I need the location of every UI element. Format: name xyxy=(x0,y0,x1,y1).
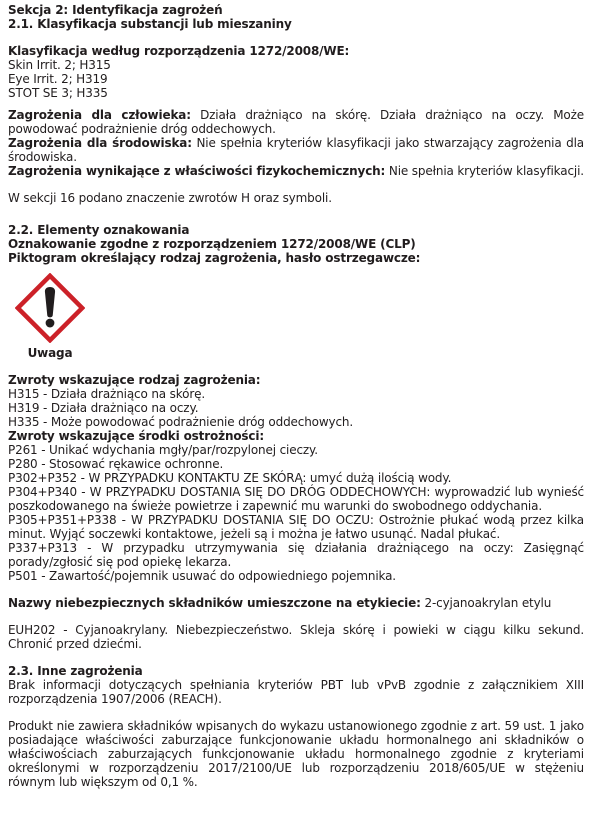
label-components-paragraph xyxy=(8,596,584,610)
classification-heading: Klasyfikacja według rozporządzenia 1272/2008/WE: xyxy=(8,44,350,58)
hazard-human-label: Zagrożenia dla człowieka: xyxy=(8,108,191,122)
section-2-2-title: 2.2. Elementy oznakowania xyxy=(8,223,190,237)
section-2-3-title: 2.3. Inne zagrożenia xyxy=(8,664,143,678)
h-phrase-h335: H335 - Może powodować podrażnienie dróg oddechowych. xyxy=(8,415,354,429)
pictogram-intro-line: Piktogram określający rodzaj zagrożenia, hasło ostrzegawcze: xyxy=(8,251,421,265)
section-16-note: W sekcji 16 podano znaczenie zwrotów H oraz symboli. xyxy=(8,191,332,205)
classification-item-stot: STOT SE 3; H335 xyxy=(8,86,108,100)
section-2-content xyxy=(8,3,584,789)
signal-word: Uwaga xyxy=(27,346,73,360)
hazard-environment-label: Zagrożenia dla środowiska: xyxy=(8,136,192,150)
section-2-1-title: 2.1. Klasyfikacja substancji lub mieszaniny xyxy=(8,17,292,31)
pbt-vpvb-paragraph: Brak informacji dotyczących spełniania kryteriów PBT lub vPvB zgodnie z załącznikiem XIII rozporządzenia 1907/2006 (REACH). xyxy=(8,678,584,706)
hazard-physicochemical-paragraph xyxy=(8,164,584,178)
p-phrase-p501: P501 - Zawartość/pojemnik usuwać do odpowiedniego pojemnika. xyxy=(8,569,396,583)
classification-item-eye: Eye Irrit. 2; H319 xyxy=(8,72,108,86)
h-phrases-heading: Zwroty wskazujące rodzaj zagrożenia: xyxy=(8,373,261,387)
hazard-human-text: Działa drażniąco na skórę. Działa drażniąco na oczy. Może powodować podrażnienie dróg oddechowych. xyxy=(8,108,584,136)
hazard-human-paragraph xyxy=(8,108,584,136)
p-phrase-p280: P280 - Stosować rękawice ochronne. xyxy=(8,457,224,471)
euh202-paragraph: EUH202 - Cyjanoakrylany. Niebezpieczeństwo. Skleja skórę i powieki w ciągu kilku sekund. Chronić przed dziećmi. xyxy=(8,623,584,651)
h-phrase-h315: H315 - Działa drażniąco na skórę. xyxy=(8,387,206,401)
label-components-value: 2-cyjanoakrylan etylu xyxy=(424,596,552,610)
p-phrase-p305-p351-p338: P305+P351+P338 - W PRZYPADKU DOSTANIA SIĘ DO OCZU: Ostrożnie płukać wodą przez kilka minut. Wyjąć soczewki kontaktowe, jeżeli są i można je łatwo usunąć. Nadal płukać. xyxy=(8,513,584,541)
ghs07-exclamation-pictogram xyxy=(15,273,85,343)
hazard-environment-text: Nie spełnia kryteriów klasyfikacji jako stwarzający zagrożenia dla środowiska. xyxy=(8,136,584,164)
p-phrases-heading: Zwroty wskazujące środki ostrożności: xyxy=(8,429,265,443)
p-phrase-p304-p340: P304+P340 - W PRZYPADKU DOSTANIA SIĘ DO DRÓG ODDECHOWYCH: wyprowadzić lub wynieść poszkodowanego na świeże powietrze i zapewnić mu warunki do swobodnego oddychania. xyxy=(8,485,584,513)
classification-item-skin: Skin Irrit. 2; H315 xyxy=(8,58,111,72)
section-2-title: Sekcja 2: Identyfikacja zagrożeń xyxy=(8,3,223,17)
exclamation-dot-icon xyxy=(46,319,55,328)
ghs-pictogram-block xyxy=(12,273,88,360)
clp-labeling-line: Oznakowanie zgodne z rozporządzeniem 1272/2008/WE (CLP) xyxy=(8,237,416,251)
hazard-physicochemical-text: Nie spełnia kryteriów klasyfikacji. xyxy=(388,164,584,178)
p-phrase-p302-p352: P302+P352 - W PRZYPADKU KONTAKTU ZE SKÓRĄ: umyć dużą ilością wody. xyxy=(8,471,452,485)
label-components-label: Nazwy niebezpiecznych składników umieszczone na etykiecie: xyxy=(8,596,421,610)
h-phrase-h319: H319 - Działa drażniąco na oczy. xyxy=(8,401,199,415)
p-phrase-p337-p313: P337+P313 - W przypadku utrzymywania się działania drażniącego na oczy: Zasięgnąć porady/zgłosić się pod opiekę lekarza. xyxy=(8,541,584,569)
p-phrase-p261: P261 - Unikać wdychania mgły/par/rozpylonej cieczy. xyxy=(8,443,318,457)
hazard-physicochemical-label: Zagrożenia wynikające z właściwości fizykochemicznych: xyxy=(8,164,386,178)
endocrine-disruptor-paragraph: Produkt nie zawiera składników wpisanych do wykazu ustanowionego zgodnie z art. 59 ust. 1 jako posiadające właściwości zaburzające funkcjonowanie układu hormonalnego ani składników o właściwościach zaburzających funkcjonowanie układu hormonalnego zgodnie z kryteriami określonymi w rozporządzeniu 2017/2100/UE lub rozporządzeniu 2018/605/UE w stężeniu równym lub większym od 0,1 %. xyxy=(8,719,584,789)
hazard-environment-paragraph xyxy=(8,136,584,164)
